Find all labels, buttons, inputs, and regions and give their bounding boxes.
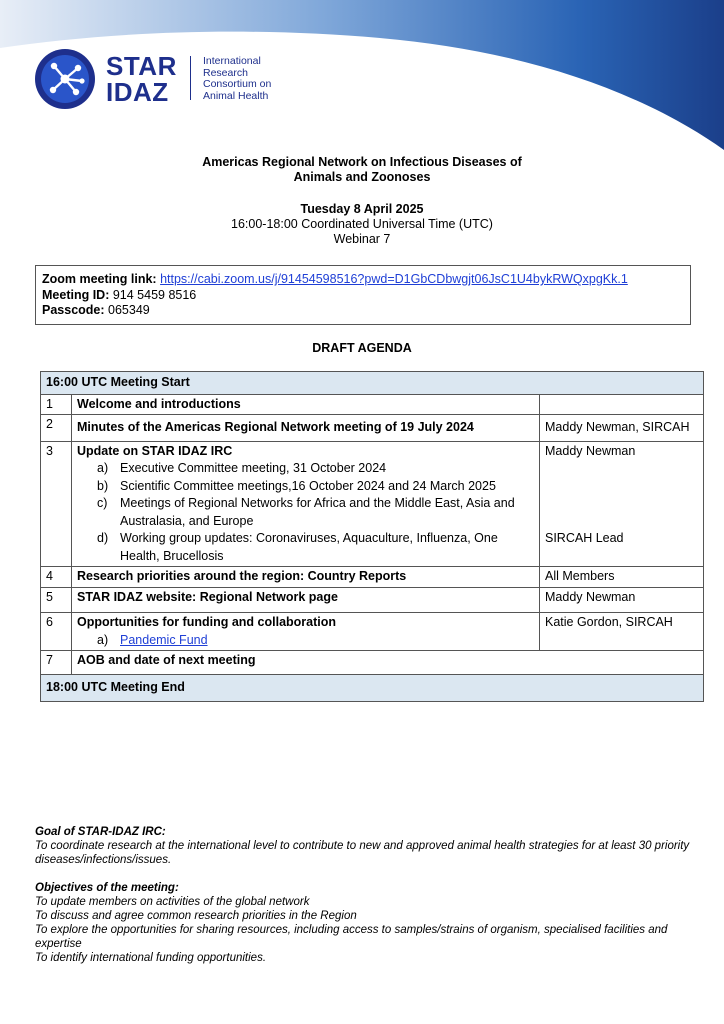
goal-heading: Goal of STAR-IDAZ IRC: [35, 826, 166, 838]
passcode-value: 065349 [108, 303, 150, 317]
sub-item-list [77, 632, 534, 650]
agenda-item-owner: Maddy Newman, SIRCAH [540, 415, 704, 442]
meeting-id-label: Meeting ID: [42, 287, 110, 302]
table-row: 6 Opportunities for funding and collaboration a) Pandemic Fund Katie Gordon, SIRCAH [41, 613, 704, 651]
meeting-id-value: 914 5459 8516 [112, 287, 197, 302]
sub-item: a) Executive Committee meeting, 31 October 2024 [97, 461, 387, 475]
table-row: 7 AOB and date of next meeting [41, 651, 704, 675]
agenda-item-title: Research priorities around the region: Country Reports [77, 569, 407, 583]
objective-item: To identify international funding opportunities. [35, 952, 267, 964]
meeting-time: 16:00-18:00 Coordinated Universal Time (UTC) [231, 217, 493, 231]
pandemic-fund-link[interactable]: Pandemic Fund [120, 632, 208, 647]
star-network-icon [34, 48, 96, 110]
meeting-title-block [0, 155, 724, 247]
meeting-webinar: Webinar 7 [333, 232, 391, 246]
meeting-start: 16:00 UTC Meeting Start [41, 372, 704, 395]
agenda-item-owner: Maddy Newman [545, 443, 636, 458]
table-row: 5 STAR IDAZ website: Regional Network page Maddy Newman [41, 587, 704, 613]
objectives-heading: Objectives of the meeting: [35, 882, 179, 894]
sub-item: d) Working group updates: Coronaviruses, Aquaculture, Influenza, One Health, Brucellosis [97, 531, 498, 563]
table-row: 1 Welcome and introductions [41, 394, 704, 415]
agenda-item-title: STAR IDAZ website: Regional Network page [77, 589, 338, 604]
agenda-item-title: Update on STAR IDAZ IRC [77, 443, 233, 458]
table-row: 3 Update on STAR IDAZ IRC a) Executive Committee meeting, 31 October 2024 b) Scientific Committee meetings,16 October 2024 and 24 March 2025 c) Meetings of Regional Networks for Africa and the Middle East, Asia and Australasia, and Europe d) Working group updates: Coronaviruses, Aquaculture, Influenza, One Health, Brucellosis Maddy Newman SIRCAH Lead [41, 441, 704, 567]
logo-tagline: International Research Consortium on Animal Health [203, 55, 272, 102]
logo-idaz-text: IDAZ [106, 77, 169, 107]
meeting-date: Tuesday 8 April 2025 [300, 202, 424, 216]
sub-item: a) Pandemic Fund [97, 632, 208, 647]
zoom-link[interactable]: https://cabi.zoom.us/j/91454598516?pwd=D1GbCDbwgjt06JsC1U4bykRWQxpgKk.1 [160, 272, 628, 286]
passcode-label: Passcode: [42, 303, 105, 317]
zoom-details-box [35, 265, 691, 325]
agenda-end-row [41, 674, 704, 702]
agenda-start-row [41, 372, 704, 395]
objective-item: To update members on activities of the global network [35, 896, 310, 908]
agenda-item-title: AOB and date of next meeting [77, 653, 256, 667]
agenda-item-title: Minutes of the Americas Regional Network meeting of 19 July 2024 [77, 420, 474, 434]
objective-item: To explore the opportunities for sharing resources, including access to samples/strains of organism, specialised facilities and expertise [35, 924, 668, 950]
sub-item: c) Meetings of Regional Networks for Africa and the Middle East, Asia and Australasia, and Europe [97, 496, 515, 528]
agenda-item-title: Welcome and introductions [77, 396, 241, 411]
table-row: 2 Minutes of the Americas Regional Network meeting of 19 July 2024 Maddy Newman, SIRCAH [41, 415, 704, 442]
agenda-item-owner-secondary: SIRCAH Lead [545, 531, 624, 545]
agenda-item-owner: Katie Gordon, SIRCAH [540, 613, 704, 651]
table-row: 4 Research priorities around the region: Country Reports All Members [41, 567, 704, 588]
meeting-title-line1: Americas Regional Network on Infectious Diseases of [202, 155, 522, 169]
goals-section [35, 825, 695, 965]
goal-text: To coordinate research at the international level to contribute to new and approved animal health strategies for at least 30 priority diseases/infections/issues. [35, 840, 690, 866]
objective-item: To discuss and agree common research priorities in the Region [35, 910, 357, 922]
sub-item: b) Scientific Committee meetings,16 October 2024 and 24 March 2025 [97, 478, 496, 493]
logo-divider [190, 56, 191, 100]
agenda-item-title: Opportunities for funding and collaboration [77, 615, 337, 629]
star-idaz-logo [34, 48, 284, 110]
sub-item-list [77, 460, 534, 565]
meeting-title-line2: Animals and Zoonoses [293, 170, 431, 184]
meeting-end: 18:00 UTC Meeting End [41, 674, 704, 702]
agenda-item-owner: All Members [540, 567, 704, 588]
agenda-table [40, 371, 704, 702]
zoom-link-label: Zoom meeting link: [42, 272, 157, 286]
agenda-item-owner: Maddy Newman [540, 587, 704, 613]
logo-star-text: STAR [106, 51, 177, 81]
agenda-heading: DRAFT AGENDA [312, 341, 412, 355]
